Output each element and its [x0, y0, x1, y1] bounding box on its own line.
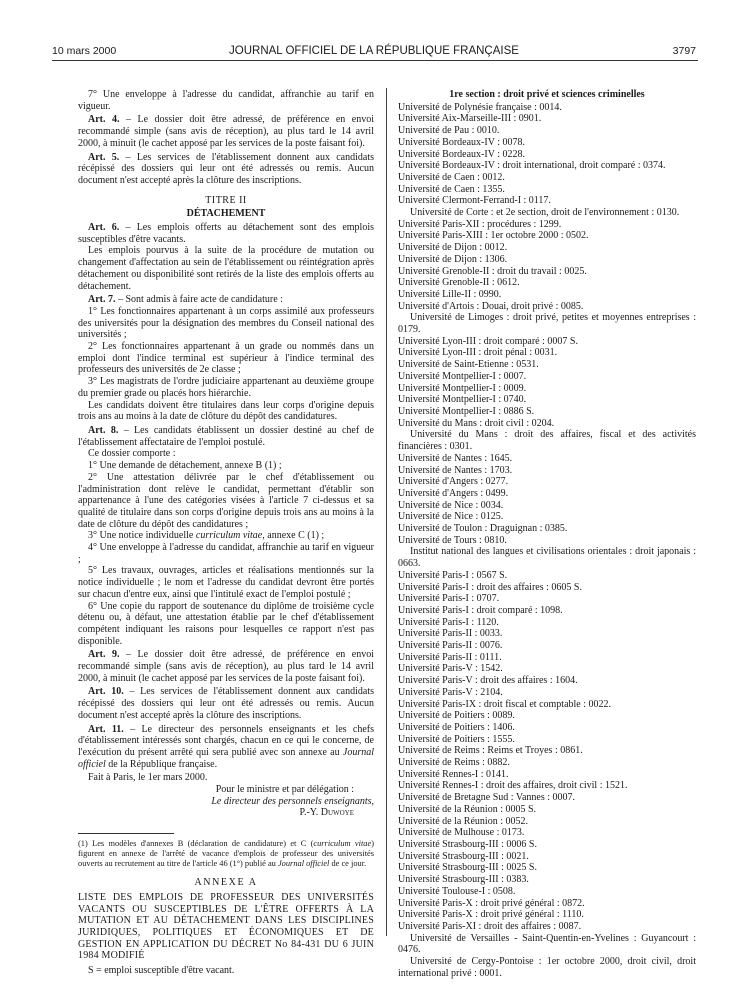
list-item: Université de Nice : 0034. — [398, 499, 504, 511]
article-label: Art. 5. — [88, 151, 120, 163]
list-item: Université du Mans : droit des affaires, fiscal et des activités financières : 0301. — [398, 429, 696, 453]
legend: S = emploi susceptible d'être vacant. — [88, 965, 235, 977]
list-item: Université de Poitiers : 1555. — [398, 733, 515, 745]
list-item: Université Strasbourg-III : 0021. — [398, 850, 529, 862]
article-6 — [78, 222, 374, 245]
list-item: Université Montpellier-I : 0007. — [398, 370, 527, 382]
article-text: – Sont admis à faire acte de candidature : — [115, 294, 283, 306]
list-item: Université Paris-I : 0707. — [398, 593, 500, 605]
list-item: Université de Limoges : droit privé, petites et moyennes entreprises : 0179. — [398, 312, 696, 336]
list-item: Institut national des langues et civilisations orientales : droit japonais : 0663. — [398, 546, 696, 570]
article-label: Art. 4. — [88, 114, 120, 126]
list-item: Université Paris-XI : droit des affaires : 0087. — [398, 920, 582, 932]
list-item: Université de Dijon : 1306. — [398, 253, 508, 265]
article-label: Art. 6. — [88, 222, 120, 234]
paragraph: Les emplois pourvus à la suite de la procédure de mutation ou changement d'affectation au sein de l'établissement ou réintégration après détachement ou disponibilité sont retirés de la liste des emplois offerts au détachement. — [78, 245, 374, 292]
list-item: Université Paris-I : droit des affaires : 0605 S. — [398, 581, 582, 593]
left-column — [78, 89, 374, 977]
article-10 — [78, 686, 374, 721]
list-item: Université Paris-XII : procédures : 1299. — [398, 218, 562, 230]
article-label: Art. 9. — [88, 649, 120, 661]
signature-line: Pour le ministre et par délégation : — [215, 784, 354, 796]
list-item: Université de Toulon : Draguignan : 0385. — [398, 523, 568, 535]
list-item: Université Paris-I : 1120. — [398, 616, 499, 628]
list-item: Université de Reims : 0882. — [398, 757, 510, 769]
list-item: Université Paris-I : droit comparé : 1098. — [398, 604, 563, 616]
paragraph: 7° Une enveloppe à l'adresse du candidat, affranchie au tarif en vigueur. — [78, 89, 374, 112]
footnote-rule — [78, 833, 174, 834]
list-item: Université Montpellier-I : 0886 S. — [398, 405, 535, 417]
list-item: Université Lille-II : 0990. — [398, 288, 502, 300]
article-text: – Le dossier doit être adressé, de préférence en envoi recommandé simple (sans avis de réception), au plus tard le 14 avril 2000, à minuit (le cachet apposé par les services de la poste faisant foi). — [78, 114, 374, 149]
list-item: Université de Cergy-Pontoise : 1er octobre 2000, droit civil, droit international privé : 0001. — [398, 956, 696, 979]
article-label: Art. 8. — [88, 424, 119, 436]
list-item: Université Bordeaux-IV : 0228. — [398, 148, 526, 160]
list-item: Université Paris-I : 0567 S. — [398, 569, 508, 581]
list-item: Université de Polynésie française : 0014. — [398, 101, 562, 113]
list-item: Université Aix-Marseille-III : 0901. — [398, 113, 542, 125]
section-heading: DÉTACHEMENT — [186, 208, 266, 220]
list-item: Université Paris-II : 0111. — [398, 651, 502, 663]
article-text: – Le dossier doit être adressé, de préférence en envoi recommandé simple (sans avis de réception), au plus tard le 14 avril 2000, à minuit (le cachet apposé par les services de la poste faisant foi). — [78, 649, 374, 684]
list-item: 1° Les fonctionnaires appartenant à un corps assimilé aux professeurs des universités pour la désignation des membres du Conseil national des universités ; — [78, 305, 374, 341]
list-item: Université Lyon-III : droit pénal : 0031. — [398, 347, 558, 359]
list-item: Université Paris-II : 0076. — [398, 640, 503, 652]
list-item: 5° Les travaux, ouvrages, articles et réalisations mentionnés sur la notice individuelle ; le nom et l'adresse du candidat devront être portés sur chacun d'entre eux, ainsi que l'intitulé exact de l'emploi postulé ; — [78, 565, 374, 600]
signature-name: P.-Y. Duwoye — [299, 807, 354, 819]
article-label: Art. 10. — [88, 686, 124, 698]
list-item: Université de Reims : Reims et Troyes : 0861. — [398, 745, 583, 757]
header-rule — [52, 60, 698, 61]
titre-heading: TITRE II — [205, 194, 247, 206]
list-item: 3° Une notice individuelle curriculum vitae, annexe C (1) ; — [88, 530, 325, 542]
signature-place-date: Fait à Paris, le 1er mars 2000. — [88, 772, 208, 784]
list-item: Université Strasbourg-III : 0006 S. — [398, 839, 537, 850]
list-item: Université Montpellier-I : 0740. — [398, 394, 527, 406]
list-item: Université de Nantes : 1645. — [398, 452, 513, 464]
right-column — [398, 89, 696, 979]
list-item: Université de Pau : 0010. — [398, 125, 500, 137]
header-title: JOURNAL OFFICIEL DE LA RÉPUBLIQUE FRANÇAISE — [229, 45, 519, 57]
list-item: Université Bordeaux-IV : droit international, droit comparé : 0374. — [398, 160, 666, 172]
list-item: Université de Mulhouse : 0173. — [398, 827, 525, 839]
list-item: Université de Caen : 0012. — [398, 171, 505, 183]
list-item: Université de Saint-Etienne : 0531. — [398, 359, 539, 371]
signature-title: Le directeur des personnels enseignants, — [211, 795, 374, 807]
list-item: Université Bordeaux-IV : 0078. — [398, 136, 526, 148]
list-item: Université de Poitiers : 1406. — [398, 721, 515, 733]
article-text: – Les emplois offerts au détachement sont des emplois susceptibles d'être vacants. — [78, 222, 374, 245]
article-text: – Les services de l'établissement donnent aux candidats récépissé des dossiers qui leur ont été adressés ou remis. Aucun document n'est accepté après la clôture des inscriptions. — [78, 686, 374, 721]
list-item: 4° Une enveloppe à l'adresse du candidat, affranchie au tarif en vigueur ; — [78, 542, 374, 565]
list-item: Université Montpellier-I : 0009. — [398, 382, 527, 394]
footnote: (1) Les modèles d'annexes B (déclaration de candidature) et C (curriculum vitae) figurent en annexe de l'arrêté de vacance d'emplois de professeur des universités ouverts au recrutement au titre de l'article 46 (1°) publié au Journal officiel de ce jour. — [78, 839, 375, 869]
paragraph: Ce dossier comporte : — [88, 448, 176, 460]
list-item: Université Lyon-III : droit comparé : 0007 S. — [398, 335, 578, 347]
list-item: Université de Nice : 0125. — [398, 511, 504, 523]
list-item: 2° Les fonctionnaires appartenant à un grade ou nommés dans un emploi dont l'indice terminal est supérieur à l'indice terminal des professeurs des universités de 2e classe ; — [78, 341, 374, 376]
article-8 — [78, 425, 374, 448]
university-list — [398, 102, 696, 980]
list-item: Université Toulouse-I : 0508. — [398, 885, 516, 897]
article-4 — [78, 114, 374, 149]
paragraph: Les candidats doivent être titulaires dans leur corps d'origine depuis trois ans au moins à la date de clôture du dépôt des candidatures. — [78, 399, 374, 423]
annexe-heading: ANNEXE A — [194, 877, 258, 889]
list-item: Université du Mans : droit civil : 0204. — [398, 417, 555, 429]
list-item: Université Paris-V : droit des affaires : 1604. — [398, 675, 578, 687]
list-item: Université Rennes-I : droit des affaires, droit civil : 1521. — [398, 780, 628, 792]
header-date: 10 mars 2000 — [52, 45, 117, 57]
list-item: Université Paris-V : 2104. — [398, 686, 503, 698]
article-9 — [78, 649, 374, 684]
list-item: Université de la Réunion : 0052. — [398, 815, 528, 827]
list-item: Université Paris-V : 1542. — [398, 663, 503, 675]
article-text: – Les services de l'établissement donnent aux candidats récépissé des dossiers qui leur ont été adressés ou remis. Aucun document n'est accepté après la clôture des inscriptions. — [78, 151, 375, 186]
list-item: Université de Tours : 0810. — [398, 534, 507, 546]
list-item: Université Rennes-I : 0141. — [398, 768, 509, 780]
list-item: Université Grenoble-II : droit du travail : 0025. — [398, 265, 587, 277]
article-label: Art. 7. — [88, 294, 116, 306]
list-item: Université de la Réunion : 0005 S. — [398, 803, 537, 815]
list-item: Université Paris-X : droit privé général : 0872. — [398, 897, 585, 909]
list-item: Université Paris-II : 0033. — [398, 628, 503, 640]
list-item: Université Strasbourg-III : 0025 S. — [398, 862, 537, 874]
column-divider — [386, 88, 387, 936]
list-item: 2° Une attestation délivrée par le chef d'établissement ou l'administration dont relève le candidat, permettant d'établir son appartenance à l'une des catégories visées à l'article 7 ci-dessus et sa qualité de titulaire dans son corps d'origine depuis trois ans au moins à la date de clôture du dépôt des candidatures ; — [78, 471, 374, 530]
list-item: Université de Poitiers : 0089. — [398, 710, 515, 722]
list-item: Université Strasbourg-III : 0383. — [398, 874, 529, 886]
list-item: Université d'Artois : Douai, droit privé : 0085. — [398, 300, 584, 312]
article-label: Art. 11. — [88, 723, 124, 735]
list-item: Université Grenoble-II : 0612. — [398, 277, 520, 289]
list-item: 6° Une copie du rapport de soutenance du diplôme de troisième cycle détenu ou, à défaut, une attestation établie par le chef d'établissement compétent indiquant les raisons pour lesquelles ce rapport n'est pas disponible. — [78, 600, 374, 647]
annexe-title: LISTE DES EMPLOIS DE PROFESSEUR DES UNIVERSITÉS VACANTS OU SUSCEPTIBLES DE L'ÊTRE OFFERTS À LA MUTATION ET AU DÉTACHEMENT DANS LES DISCIPLINES JURIDIQUES, POLITIQUES ET ÉCONOMIQUES ET DE GESTION EN APPLICATION DU DÉCRET No 84-431 DU 6 JUIN 1984 MODIFIÉ — [78, 891, 374, 962]
list-item: 3° Les magistrats de l'ordre judiciaire appartenant au deuxième groupe du premier grade ou placés hors hiérarchie. — [78, 376, 374, 399]
list-item: Université Paris-XIII : 1er octobre 2000 : 0502. — [398, 230, 589, 242]
list-item: Université de Nantes : 1703. — [398, 464, 513, 476]
section-title: 1re section : droit privé et sciences criminelles — [449, 89, 645, 100]
list-item: Université de Corte : et 2e section, droit de l'environnement : 0130. — [410, 207, 680, 219]
article-5 — [78, 152, 374, 187]
list-item: Université de Versailles - Saint-Quentin-en-Yvelines : Guyancourt : 0476. — [398, 932, 696, 956]
list-item: Université d'Angers : 0499. — [398, 487, 509, 499]
article-text: – Les candidats établissent un dossier destiné au chef de l'établissement affectataire de l'emploi postulé. — [78, 424, 374, 448]
list-item: Université Paris-IX : droit fiscal et comptable : 0022. — [398, 698, 612, 710]
list-item: Université de Dijon : 0012. — [398, 242, 508, 254]
article-7 — [78, 294, 374, 306]
list-item: Université Paris-X : droit privé général : 1110. — [398, 909, 584, 921]
list-item: Université de Bretagne Sud : Vannes : 0007. — [398, 792, 576, 804]
page-number: 3797 — [672, 45, 696, 57]
list-item: 1° Une demande de détachement, annexe B (1) ; — [88, 460, 282, 472]
list-item: Université d'Angers : 0277. — [398, 476, 509, 488]
list-item: Université de Caen : 1355. — [398, 183, 505, 195]
article-11: Art. 11. – Le directeur des personnels enseignants et les chefs d'établissement intéressés sont chargés, chacun en ce qui le concerne, de l'exécution du présent arrêté qui sera publié avec son annexe au Journal officiel de la République française. — [78, 723, 374, 770]
list-item: Université Clermont-Ferrand-I : 0117. — [398, 195, 551, 207]
